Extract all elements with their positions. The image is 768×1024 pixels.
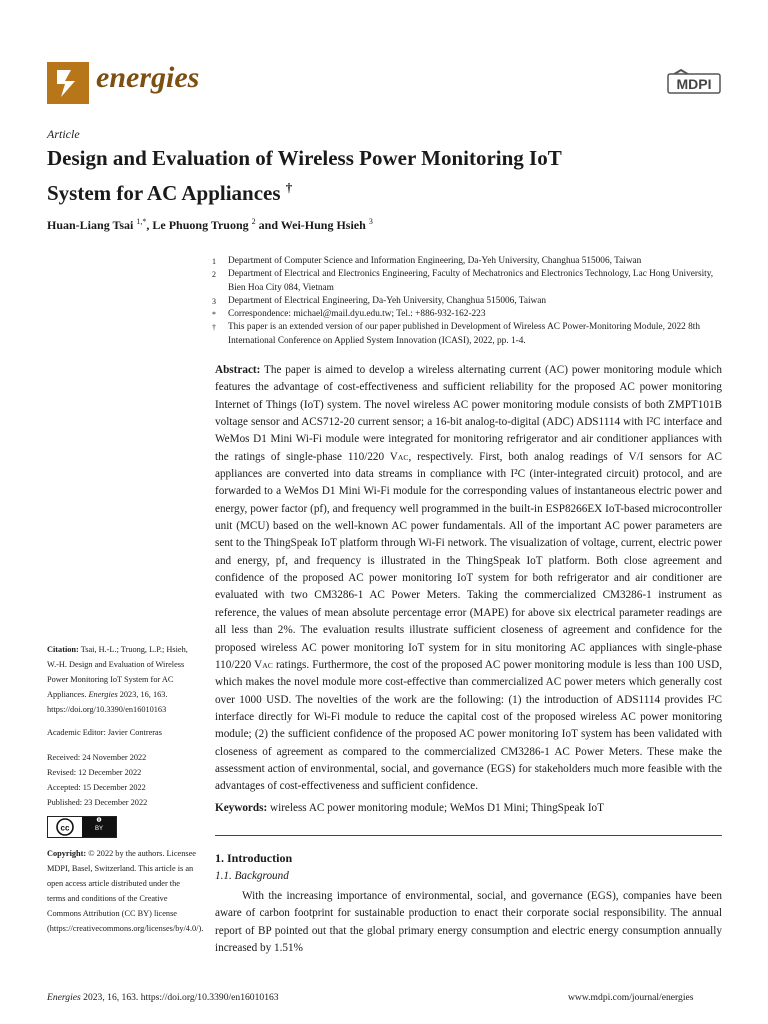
page-title [47,144,687,208]
footer-citation[interactable]: Energies 2023, 16, 163. https://doi.org/10.3390/en16010163 [47,992,279,1003]
title-line-1: Design and Evaluation of Wireless Power Monitoring IoT [47,146,562,170]
affiliation-2: 2 Department of Electrical and Electronics Engineering, Faculty of Mechatronics and Electronics Technology, Lac Hong University, Bien Hoa City 084, Vietnam [212,269,714,293]
author-3: Wei-Hung Hsieh $^3$ [280,217,373,232]
accepted-date: Accepted: 15 December 2022 [47,783,146,792]
affiliation-3: 3 Department of Electrical Engineering, Da-Yeh University, Changhua 515006, Taiwan [212,295,547,306]
extended-version-note: † This paper is an extended version of our paper published in Development of Wireless AC Power-Monitoring Module, 2022 8th International Conference on Applied System Innovation (ICASI), 2022, pp. 1-4. [212,322,701,346]
academic-editor: Academic Editor: Javier Contreras [47,728,162,737]
title-line-2: System for AC Appliances [47,181,281,205]
keywords-label: Keywords: [215,802,268,814]
section-heading: 1. Introduction [215,851,293,865]
journal-logo-icon [47,62,89,104]
intro-paragraph: With the increasing importance of environmental, social, and governance (EGS), companies have been aware of carbon footprint for sustainable production to enact their corporate social responsibility. The annual report of BP pointed out that the global primary energy consumption and electric energy consumption annually increased by 1.51% [215,890,722,954]
keywords [215,802,722,814]
received-date: Received: 24 November 2022 [47,753,147,762]
footer-journal-link[interactable]: www.mdpi.com/journal/energies [568,992,694,1003]
article-type: Article [47,127,80,141]
published-date: Published: 23 December 2022 [47,798,148,807]
author-1: Huan-Liang Tsai $^{1,*}$ [47,217,147,232]
publisher-logo[interactable] [667,68,721,94]
affiliations [212,255,727,348]
section-divider [215,835,722,836]
citation[interactable]: Citation: Tsai, H.-L.; Truong, L.P.; Hsieh, W.-H. Design and Evaluation of Wireless Power Monitoring IoT System for AC Appliances. Energies 2023, 16, 163. https://doi.org/10.3390/en16010163 [47,645,188,714]
subsection-heading: 1.1. Background [215,870,289,882]
copyright-notice: Copyright: © 2022 by the authors. Licensee MDPI, Basel, Switzerland. This article is an open access article distributed under the terms and conditions of the Creative Commons Attribution (CC BY) license (https://creativecommons.org/licenses/by/4.0/). [47,849,204,933]
svg-text:cc: cc [60,823,70,833]
abstract-label: Abstract: [215,364,261,376]
keywords-text: wireless AC power monitoring module; WeMos D1 Mini; ThingSpeak IoT [270,802,604,814]
affiliation-1: 1 Department of Computer Science and Information Engineering, Da-Yeh University, Changhua 515006, Taiwan [212,256,642,266]
by-icon: BY [82,817,116,837]
author-list: Huan-Liang Tsai $^{1,*}$, Le Phuong Truong $^2$ and Wei-Hung Hsieh $^3$ [47,217,373,232]
title-footnote-mark: † [285,180,293,195]
cc-icon [48,817,82,837]
author-2: Le Phuong Truong $^2$ [152,217,256,232]
publisher-name: MDPI [676,76,712,92]
side-info [47,642,204,936]
journal-name[interactable]: energies [96,61,200,94]
revised-date: Revised: 12 December 2022 [47,768,142,777]
abstract: Abstract: The paper is aimed to develop a wireless alternating current (AC) power monitoring module which features the advantage of cost-effectiveness and sufficient reliability for the proposed AC power monitoring Internet of Things (IoT) system. The novel wireless AC power monitoring module consists of both ZMPT101B voltage sensor and ACS712-20 current sensor; a 16-bit analog-to-digital (ADC) ADS1114 with I²C interface and WeMos D1 Mini Wi-Fi module were integrated for monitoring refrigerator and air conditioner appliances with the ratings of single-phase 110/220 VAC, respectively. First, both analog readings of V/I sensors for AC appliances are converted into data streams in compliance with I²C (inter-integrated circuit) protocol, and are forwarded to a WeMos D1 Mini Wi-Fi module for the corresponding values of instantaneous electric power and energy, power factor (pf), and frequency well programmed in the built-in ESP8266EX IoT-based microcontroller unit (MCU) based on the well-known AC power fundamentals. All of the important AC power parameters are sent to the ThingSpeak IoT platform through Wi-Fi network. The visualization of voltage, current, electric power and energy, pf, and frequency is illustrated in the ThingSpeak IoT platform. Both close agreement and confidence of the proposed AC power monitoring IoT system for both refrigerator and air conditioner are evaluated with two CM3286-1 AC Power Meters. Taking the commercialized CM3286-1 instrument as reference, the values of mean absolute percentage error (MAPE) for above six electrical parameter readings are all less than 2%. The evaluation results illustrate sufficient closeness of agreement and confidence for the proposed wireless AC power monitoring IoT system for in situ monitoring AC appliances with single-phase 110/220 VAC ratings. Furthermore, the cost of the proposed AC power monitoring module is less than 100 USD, which makes the novel module more cost-effective than commercialized AC power meters which generally cost over 1000 USD. The novelties of the work are the following: (1) the introduction of ADS1114 provides I²C interface directly for Wi-Fi module to reduce the capital cost of the proposed wireless AC power monitoring module; (2) the sufficient confidence of the proposed AC power monitoring IoT system has been validated with closeness of agreement as compared to the commercialized CM3286-1 AC Power Meters. These make the assessment action of environmental, social, and governance (EGS) for stakeholders much more feasible with the advantages of cost-effectiveness and sufficient confidence. [215,364,723,793]
correspondence[interactable]: * Correspondence: michael@mail.dyu.edu.tw; Tel.: +886-932-162-223 [212,309,486,320]
cc-license-badge[interactable] [47,816,117,838]
